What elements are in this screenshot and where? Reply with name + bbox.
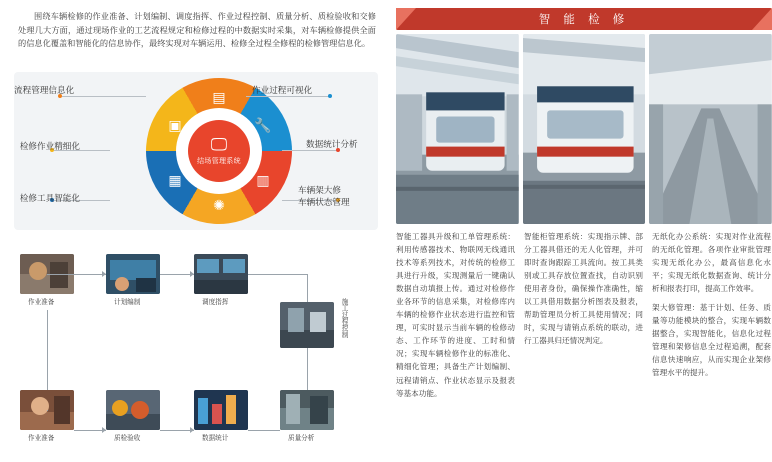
hub-center: [176, 108, 262, 194]
flow-connector: [47, 310, 48, 390]
flow-connector: [307, 348, 308, 390]
section-banner: [396, 8, 772, 30]
chart-up-icon: ▦: [168, 172, 182, 188]
intro-paragraph: 围绕车辆检修的作业准备、计划编制、调度指挥、作业过程控制、质量分析、质检验收和交修处理几大方面，通过现场作业的工艺流程规定和检修过程的中数据实时采集，对车辆检修提供全面的信息化覆盖和智能化的信息协作，最终实现对车辆运用、检修全过程全修程的检修管理信息化。: [18, 12, 376, 49]
flow-connector: [248, 274, 308, 275]
bar-chart-icon: ▥: [256, 172, 270, 188]
hub-label-tools: 检修工具智能化: [19, 193, 80, 203]
workflow-photo: [194, 390, 248, 430]
column-paperless-overhaul: [652, 230, 771, 406]
flow-connector: [160, 430, 194, 431]
wrench-icon: 🔧: [254, 117, 272, 133]
leader-dot: [328, 94, 332, 98]
hub-label-visual: 作业过程可视化: [252, 85, 313, 95]
hub-diagram-panel: [14, 72, 378, 230]
flow-caption-bottom-1: 质检验收: [114, 435, 141, 442]
photo-art: [106, 390, 160, 430]
leader-line: [62, 96, 146, 97]
flow-caption-bottom-3: 质量分析: [288, 435, 315, 442]
paragraph: 架大修管理：基于计划、任务、质量等功能模块的整合，实现车辆数据整合，实现智能化，信息化过程管理和架修信息全过程追溯，配套信息快速响应，从而实现企业架修管理水平的提升。: [652, 303, 771, 378]
flow-arrow: [190, 427, 194, 433]
workflow-photo: [106, 254, 160, 294]
workflow-photo: [280, 390, 334, 430]
photo-art: [523, 34, 646, 224]
photo-art: [396, 34, 519, 224]
paragraph: 智能工器具升级和工单管理系统：利用传感器技术、物联网无线通讯技术等系列技术，对传统的检修工具进行升级，实现测量后一键确认数据自动填报上传。通过对检修作业各环节的信息采集，对检修库内车辆的检修作业状态进行监控和管理，可实时显示当前车辆的检修动态、工作环节的进度、工时和情况；实现车辆检修作业的标准化、精细化管理；具备生产计划编制、远程请销点、作业状态显示及报表等基本功能。: [396, 232, 515, 398]
workflow-photo: [194, 254, 248, 294]
depot-photo-2: [523, 34, 646, 224]
paragraph: 无纸化办公系统：实现对作业流程的无纸化管理。各项作业审批管理实现无纸化办公，最高信息化水平；实现无纸化数据查询、统计分析和报表打印，提高工作效率。: [652, 232, 771, 294]
leader-line: [246, 96, 330, 97]
photo-art: [280, 302, 334, 348]
banner-right-triangle: [752, 8, 772, 30]
flow-caption-top-0: 作业准备: [28, 299, 55, 306]
photo-art: [649, 34, 772, 224]
hub-label-statistics: 数据统计分析: [306, 139, 358, 149]
flow-caption-bottom-0: 作业准备: [28, 435, 55, 442]
photo-art: [194, 390, 248, 430]
flow-connector: [47, 274, 106, 275]
gear-icon: ✺: [213, 197, 225, 213]
depot-photo-3: [649, 34, 772, 224]
hub-label-process: 流程管理信息化: [14, 85, 75, 95]
flow-arrow: [102, 427, 106, 433]
workflow-photo: [106, 390, 160, 430]
hub-wheel: [146, 78, 292, 224]
grid-icon: ▣: [168, 117, 182, 133]
hub-label-refined: 检修作业精细化: [19, 141, 80, 151]
leader-line: [282, 150, 338, 151]
photo-art: [280, 390, 334, 430]
hub-center-badge: [188, 120, 250, 182]
flow-connector: [47, 410, 48, 411]
document-icon: ▤: [212, 89, 226, 105]
hub-label-overhaul: 车辆架大修 车辆状态管理: [298, 185, 350, 207]
hub-center-label: 结场管理系统: [197, 158, 241, 165]
column-smart-tooling: [396, 230, 515, 406]
monitor-icon: 🖵: [210, 135, 228, 154]
flow-connector: [248, 430, 280, 431]
flow-connector: [307, 274, 308, 302]
flow-caption-bottom-2: 数据统计: [202, 435, 229, 442]
flow-connector: [160, 274, 194, 275]
right-column: [396, 0, 772, 462]
banner-left-triangle: [396, 8, 416, 30]
text-columns: [396, 230, 772, 406]
workflow-chart: [8, 240, 384, 455]
flow-caption-top-2: 调度指挥: [202, 299, 229, 306]
photo-art: [194, 254, 248, 294]
paragraph: 智能柜管理系统：实现指示牌、部分工器具借还的无人化管理，并可即时查询跟踪工具流向。按工具类别或工具存放位置查找，自动识别使用者身份，确保操作准确性，缩以工具借用数据分析图表及报表，帮助管理员分析工具使用情况；同时，实现与请销点系统的联动，进行工器具归还情况判定。: [524, 232, 643, 346]
flow-arrow: [102, 271, 106, 277]
flow-caption-side: 施工过程控制: [340, 298, 347, 338]
photo-art: [106, 254, 160, 294]
workflow-photo: [280, 302, 334, 348]
section-title: 智 能 检 修: [538, 14, 630, 26]
photo-strip: [396, 34, 772, 224]
flow-caption-top-1: 计划编制: [114, 299, 141, 306]
depot-photo-1: [396, 34, 519, 224]
flow-arrow: [190, 271, 194, 277]
column-smart-cabinet: [524, 230, 643, 406]
